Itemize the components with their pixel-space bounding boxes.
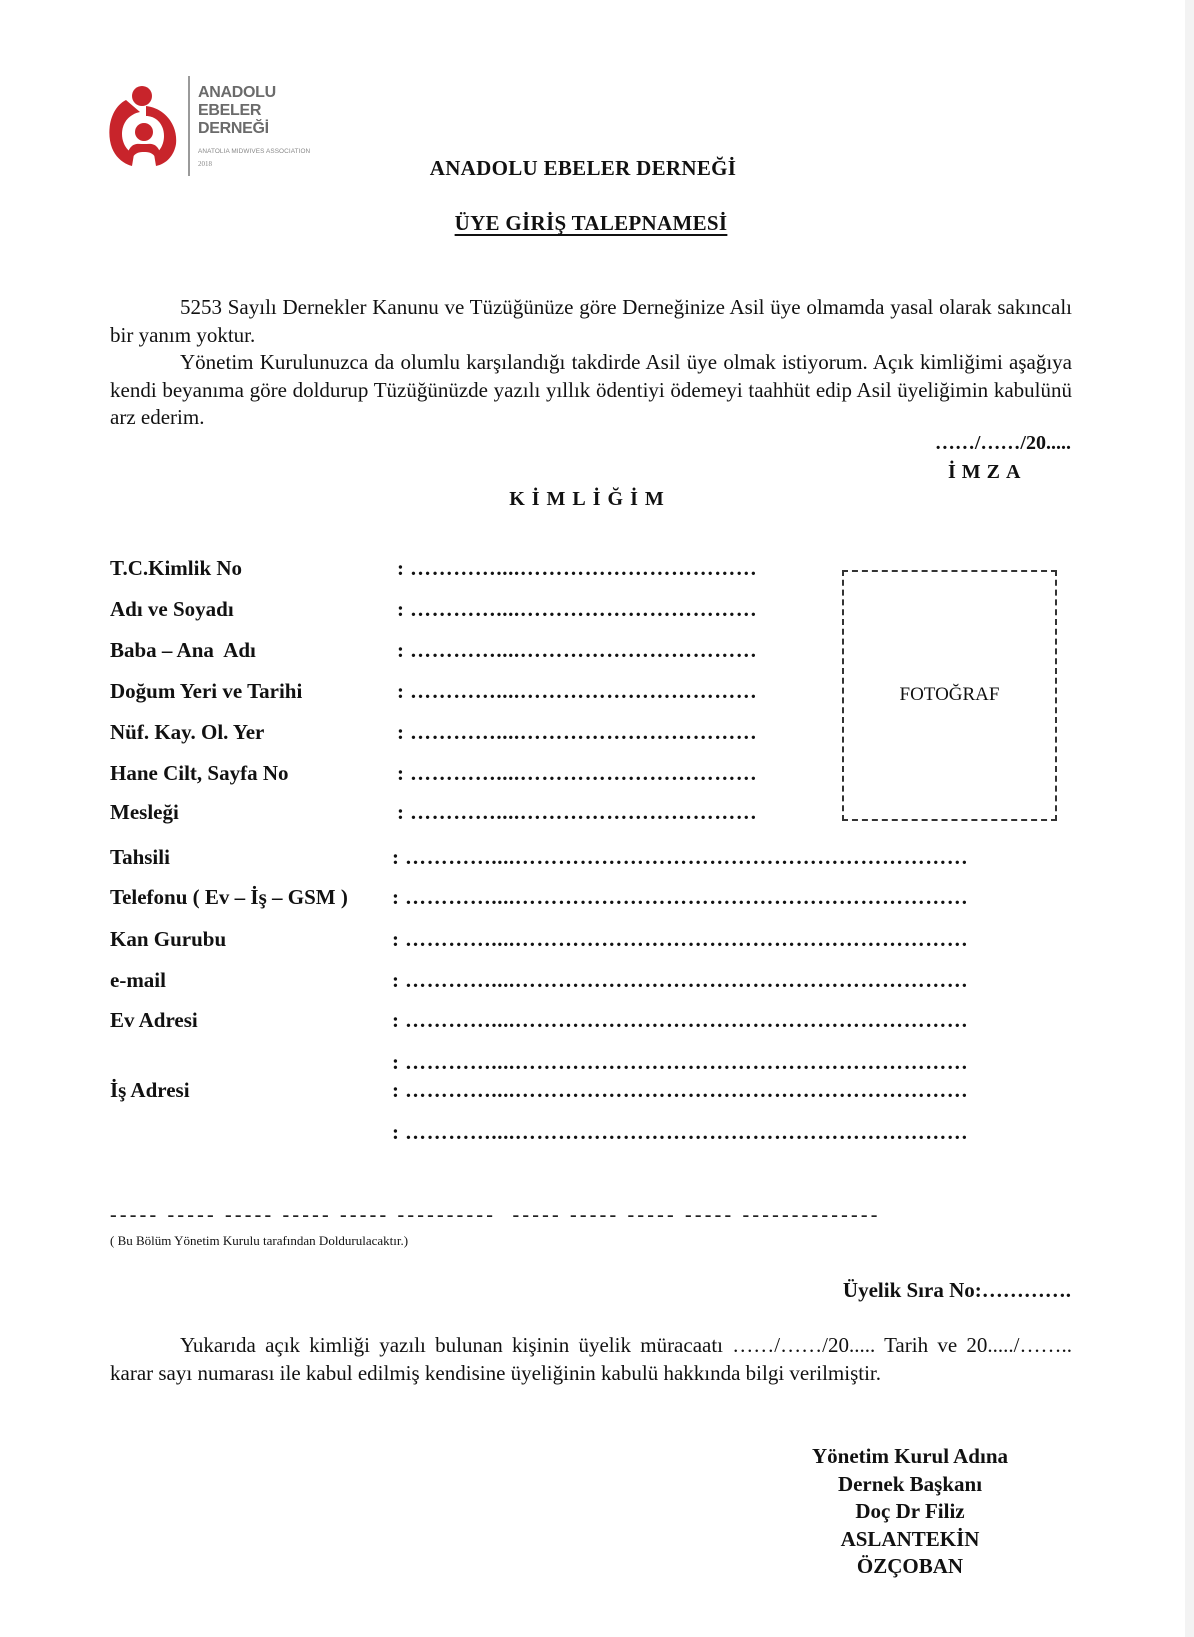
field-input-line[interactable]: …………....……………………………: [410, 556, 758, 580]
field-is-adresi[interactable]: [110, 1078, 1072, 1108]
signature-label: İMZA: [948, 461, 1027, 483]
field-input-line[interactable]: …………....……………………………: [410, 720, 758, 744]
document-title: ANADOLU EBELER DERNEĞİ: [429, 156, 737, 180]
field-label: Doğum Yeri ve Tarihi: [110, 679, 303, 703]
logo-line-1: ANADOLU: [198, 84, 276, 101]
field-label: İş Adresi: [110, 1078, 190, 1102]
field-colon: :: [392, 1078, 399, 1102]
field-colon: :: [397, 638, 404, 662]
field-is-adresi-line-2[interactable]: [110, 1120, 1072, 1150]
field-label: Nüf. Kay. Ol. Yer: [110, 720, 265, 744]
field-input-line[interactable]: …………....……………………………: [410, 597, 758, 621]
field-email[interactable]: [110, 968, 1072, 998]
decision-text: [110, 1332, 1072, 1387]
field-colon: :: [397, 761, 404, 785]
field-colon: :: [397, 556, 404, 580]
board-section-note: ( Bu Bölüm Yönetim Kurulu tarafından Doldurulacaktır.): [110, 1233, 409, 1248]
field-label: Baba – Ana Adı: [110, 638, 256, 662]
field-ev-adresi[interactable]: [110, 1008, 1072, 1038]
page-edge-scrollbar[interactable]: [1185, 0, 1194, 1637]
field-input-line[interactable]: …………....………………………………………………………: [405, 1120, 969, 1144]
field-colon: :: [392, 1008, 399, 1032]
field-input-line[interactable]: …………....………………………………………………………: [405, 1008, 969, 1032]
signatory-line-5: ÖZÇOBAN: [856, 1554, 964, 1579]
intro-paragraph-1: 5253 Sayılı Dernekler Kanunu ve Tüzüğünüze göre Derneğinize Asil üye olmamda yasal olarak sakıncalı bir yanım yoktur.: [110, 295, 1072, 347]
signatory-line-4: ASLANTEKİN: [840, 1526, 980, 1551]
field-colon: :: [397, 720, 404, 744]
signatory-line-2: Dernek Başkanı: [837, 1471, 983, 1496]
field-label: e-mail: [110, 968, 166, 992]
logo-year: 2018: [198, 160, 212, 168]
membership-number-field[interactable]: Üyelik Sıra No:………….: [842, 1278, 1071, 1302]
field-ev-adresi-line-2[interactable]: [110, 1050, 1072, 1080]
field-colon: :: [392, 885, 399, 909]
field-colon: :: [392, 927, 399, 951]
signatory-line-3: Doç Dr Filiz: [855, 1499, 965, 1524]
field-colon: :: [397, 800, 404, 824]
section-divider: ----- ----- ----- ----- ----- ---------- ----- ----- ----- ----- --------------: [110, 1204, 881, 1226]
field-input-line[interactable]: …………....………………………………………………………: [405, 885, 969, 909]
logo-line-2: EBELER: [198, 102, 262, 119]
signature-date-field[interactable]: ……/……/20.....: [934, 432, 1071, 454]
field-colon: :: [392, 845, 399, 869]
identity-heading: KİMLİĞİM: [509, 488, 671, 510]
field-colon: :: [397, 597, 404, 621]
field-input-line[interactable]: …………....………………………………………………………: [405, 1050, 969, 1074]
field-label: Tahsili: [110, 845, 170, 869]
logo-subtitle: ANATOLIA MIDWIVES ASSOCIATION: [198, 148, 311, 155]
field-input-line[interactable]: …………....……………………………: [410, 638, 758, 662]
photo-label: FOTOĞRAF: [899, 684, 1000, 705]
field-label: Adı ve Soyadı: [110, 597, 234, 621]
field-label: Ev Adresi: [110, 1008, 198, 1032]
logo-wordmark: [198, 84, 276, 138]
field-input-line[interactable]: …………....………………………………………………………: [405, 968, 969, 992]
photo-placeholder: [842, 570, 1057, 821]
field-kan-gurubu[interactable]: [110, 927, 1072, 957]
field-colon: :: [392, 1120, 399, 1144]
intro-paragraph-2: Yönetim Kurulunuzca da olumlu karşılandığı takdirde Asil üye olmak istiyorum. Açık kimliğimi aşağıya kendi beyanıma göre doldurup Tüzüğünüzde yazılı yıllık ödentiyi ödemeyi taahhüt edip Asil üyeliğimin kabulünü arz ederim.: [110, 350, 1072, 429]
field-input-line[interactable]: …………....………………………………………………………: [405, 845, 969, 869]
signatory-line-1: Yönetim Kurul Adına: [811, 1444, 1009, 1468]
field-tahsili[interactable]: [110, 845, 1072, 875]
field-label: Mesleği: [110, 800, 179, 824]
logo-line-3: DERNEĞİ: [198, 120, 269, 137]
field-input-line[interactable]: …………....……………………………: [410, 800, 758, 824]
signatory-block: [770, 1443, 1050, 1581]
field-label: T.C.Kimlik No: [110, 556, 243, 580]
field-colon: :: [392, 1050, 399, 1074]
field-colon: :: [392, 968, 399, 992]
field-input-line[interactable]: …………....………………………………………………………: [405, 927, 969, 951]
field-colon: :: [397, 679, 404, 703]
field-telefonu[interactable]: [110, 885, 1072, 915]
field-input-line[interactable]: …………....……………………………: [410, 761, 758, 785]
field-input-line[interactable]: …………....……………………………: [410, 679, 758, 703]
field-label: Telefonu ( Ev – İş – GSM ): [110, 885, 348, 909]
field-label: Hane Cilt, Sayfa No: [110, 761, 289, 785]
field-input-line[interactable]: …………....………………………………………………………: [405, 1078, 969, 1102]
intro-text: [110, 294, 1072, 432]
decision-paragraph: Yukarıda açık kimliği yazılı bulunan kişinin üyelik müracaatı ……/……/20..... Tarih ve 20...../…….. karar sayı numarası ile kabul edilmiş kendisine üyeliğinin kabulü hakkında bilgi verilmiştir.: [110, 1333, 1072, 1385]
field-label: Kan Gurubu: [110, 927, 227, 951]
form-title: ÜYE GİRİŞ TALEPNAMESİ: [454, 211, 728, 235]
